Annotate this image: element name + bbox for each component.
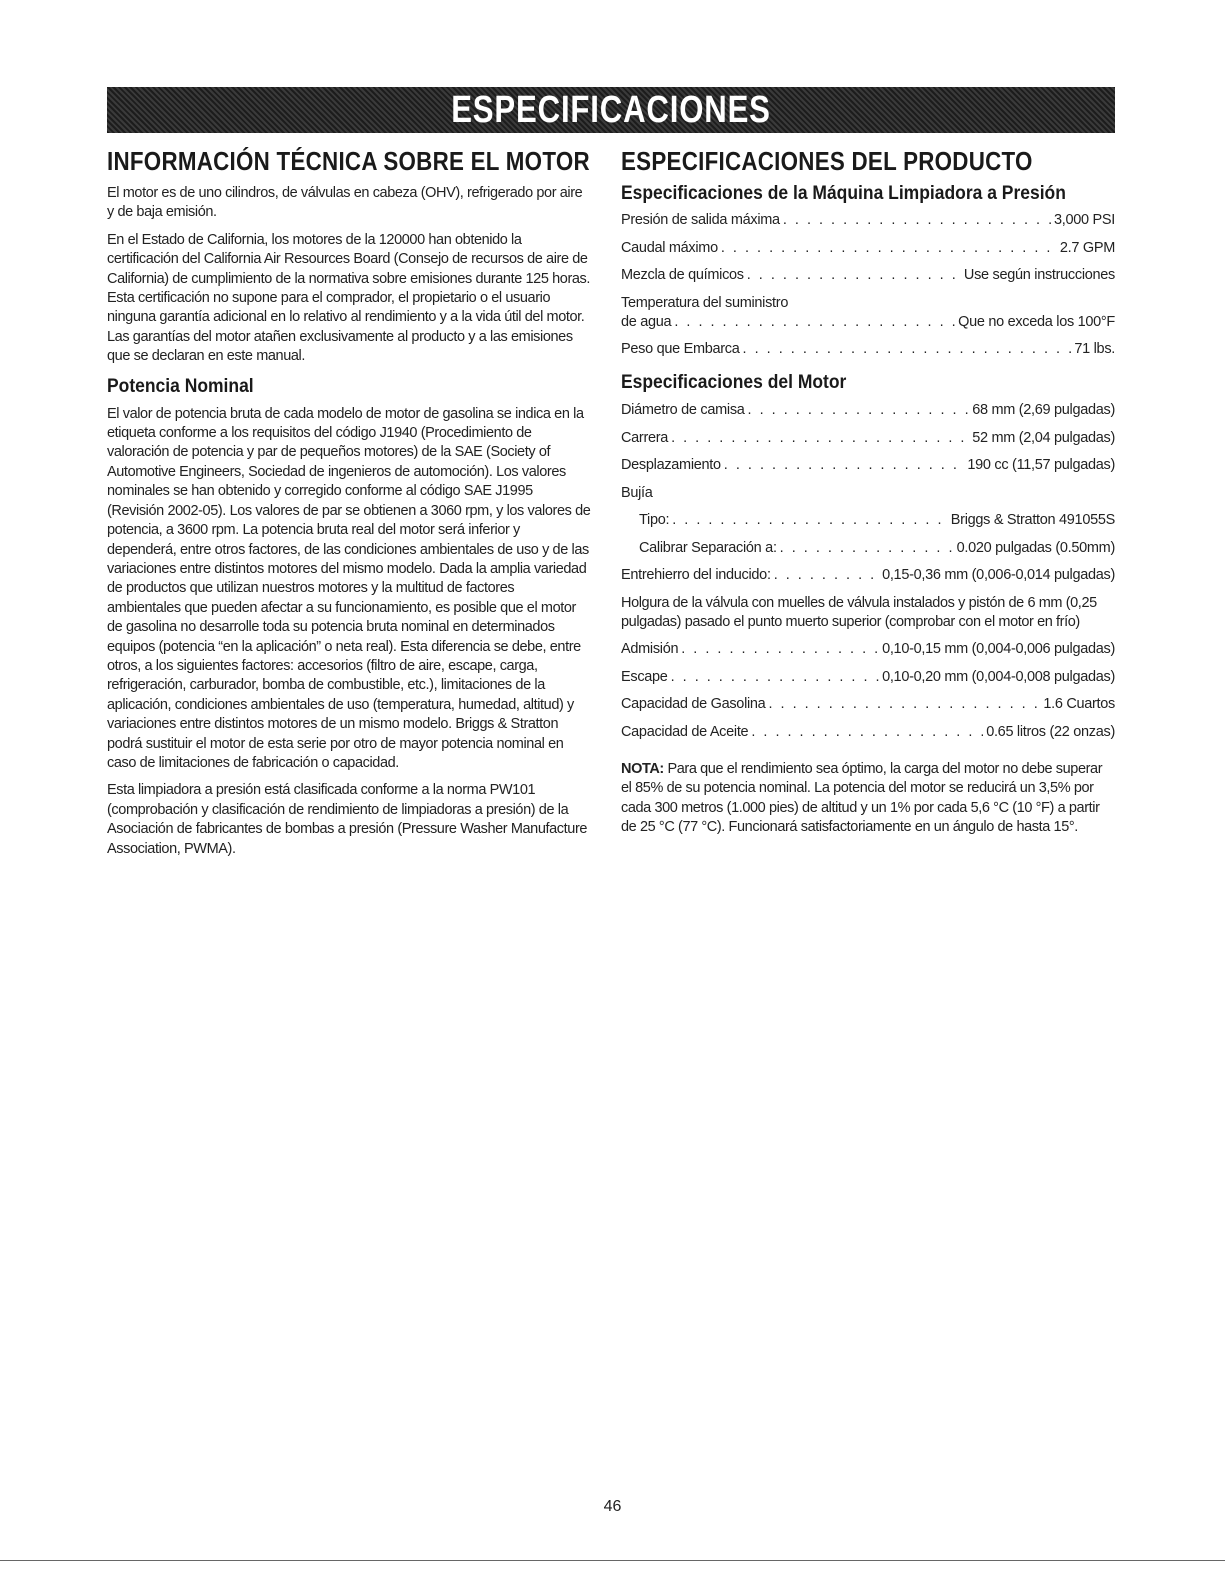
spec-fuel-capacity [621,695,1115,714]
spec-value: 0,10-0,15 mm (0,004-0,006 pulgadas) [882,641,1115,658]
dot-leader [780,539,954,558]
spec-spark-plug-label: Bujía [621,484,653,501]
spec-value: 1.6 Cuartos [1043,696,1115,713]
dot-leader [747,266,961,285]
page-number: 46 [603,1498,622,1515]
spec-label: Diámetro de camisa [621,402,745,418]
spec-label: Tipo: [639,512,670,528]
note-label: NOTA: [621,760,664,777]
dot-leader [768,695,1040,714]
spec-label: Capacidad de Gasolina [621,696,766,713]
spec-shipping-weight [621,340,1115,359]
dot-leader [748,401,970,420]
spec-max-pressure [621,211,1115,230]
bottom-rule [0,1560,1225,1561]
section-banner [107,87,1115,133]
spec-value: 0,10-0,20 mm (0,004-0,008 pulgadas) [882,668,1115,685]
motor-specs-heading: Especificaciones del Motor [621,372,847,393]
dot-leader [674,313,955,332]
spec-value: Que no exceda los 100°F [958,313,1115,330]
spec-label: Admisión [621,641,679,658]
spec-label: Capacidad de Aceite [621,723,749,740]
spec-value: Briggs & Stratton 491055S [950,512,1115,528]
product-specs-heading: ESPECIFICACIONES DEL PRODUCTO [621,146,1033,176]
dot-leader [751,723,983,742]
engine-description: El motor es de uno cilindros, de válvulas en cabeza (OHV), refrigerado por aire y de baja emisión. [107,185,583,221]
spec-chemical-mix [621,266,1115,285]
engine-info-heading: INFORMACIÓN TÉCNICA SOBRE EL MOTOR [107,146,590,176]
spec-label: Calibrar Separación a: [639,539,777,556]
dot-leader [724,456,965,475]
spec-spark-plug-type [621,511,1115,530]
spec-label: Peso que Embarca [621,341,740,357]
spec-water-temp-label-line1: Temperatura del suministro [621,294,789,311]
spec-stroke [621,429,1115,448]
dot-leader [743,340,1072,359]
machine-specs-heading: Especificaciones de la Máquina Limpiadora a Presión [621,183,1066,204]
spec-exhaust [621,668,1115,687]
rated-power-heading: Potencia Nominal [107,375,254,397]
dot-leader [671,429,969,448]
spec-label: Caudal máximo [621,239,718,256]
spec-label: Escape [621,668,668,685]
banner-title: ESPECIFICACIONES [451,89,771,131]
spec-value: Use según instrucciones [963,267,1115,283]
note-text: Para que el rendimiento sea óptimo, la carga del motor no debe superar el 85% de su potencia nominal. La potencia del motor se reducirá un 3,5% por cada 300 metros (1.000 pies) de altitud y un 1% por cada 5,6 °C (10 °F) a partir de 25 °C (77 °C). Funcionará satisfactoriamente en un ángulo de hasta 15°. [621,760,1103,836]
spec-label: Carrera [621,429,669,446]
spec-value: 3,000 PSI [1054,212,1115,228]
dot-leader [672,511,948,530]
dot-leader [671,668,879,687]
performance-note [621,760,1115,838]
right-column [621,146,1115,845]
spec-value: 0.65 litros (22 onzas) [986,723,1115,740]
spec-bore [621,401,1115,420]
dot-leader [721,239,1057,258]
california-certification-paragraph: En el Estado de California, los motores de la 120000 han obtenido la certificación del California Air Resources Board (Consejo de recursos de aire de California) de cumplimiento de la normativa sobre emisiones durante 125 horas. Esta certificación no supone para el comprador, el propietario o el usuario ninguna garantía adicional en lo relativo al rendimiento y a la vida útil del motor. Las garantías del motor atañen exclusivamente al producto y a las emisiones que se declaran en este manual. [107,231,591,365]
dot-leader [783,211,1051,230]
spec-value: 52 mm (2,04 pulgadas) [972,429,1115,446]
spec-oil-capacity [621,723,1115,742]
spec-displacement [621,456,1115,475]
spec-value: 68 mm (2,69 pulgadas) [972,402,1115,418]
spec-value: 0,15-0,36 mm (0,006-0,014 pulgadas) [882,567,1115,583]
spec-value: 71 lbs. [1074,341,1115,357]
dot-leader [774,566,879,585]
rated-power-paragraph: El valor de potencia bruta de cada modelo de motor de gasolina se indica en la etiqueta conforme a los requisitos del código J1940 (Procedimiento de valoración de potencia y par de pequeños motores) de la SAE (Society of Automotive Engineers, Sociedad de ingenieros de automoción). Los valores nominales se han obtenido y corregido conforme al código SAE J1995 (Revisión 2002-05). Los valores de par se obtienen a 3060 rpm, y los valores de potencia, a 3600 rpm. La potencia bruta real del motor será inferior y dependerá, entre otros factores, de las condiciones ambientales de uso y de las variaciones entre distintos motores del mismo modelo. Dada la amplia variedad de productos que utilizan nuestros motores y la multitud de factores ambientales que pueden afectar a su funcionamiento, es posible que el motor de gasolina no desarrolle toda su potencia bruta nominal en determinados equipos (potencia “en la aplicación” o neta real). Esta diferencia se debe, entre otros, a los siguientes factores: accesorios (filtro de aire, escape, carga, refrigeración, carburador, bomba de combustible, etc.), limitaciones de la aplicación, condiciones ambientales de uso (temperatura, humedad, altitud) y variaciones entre distintos motores de un mismo modelo. Briggs & Stratton podrá sustituir el motor de esta serie por otro de mayor potencia nominal en caso de limitaciones de fabricación o capacidad. [107,405,591,771]
dot-leader [681,640,879,659]
spec-intake [621,640,1115,659]
spec-spark-plug-gap [621,539,1115,558]
spec-water-temp [621,313,1115,332]
spec-label: Entrehierro del inducido: [621,567,771,583]
spec-value: 190 cc (11,57 pulgadas) [967,457,1115,473]
left-column [107,146,591,867]
spec-armature-gap [621,566,1115,585]
spec-value: 0.020 pulgadas (0.50mm) [956,539,1115,556]
valve-clearance-note: Holgura de la válvula con muelles de válvula instalados y pistón de 6 mm (0,25 pulgadas) pasado el punto muerto superior (comprobar con el motor en frío) [621,594,1097,630]
pwma-rating-paragraph: Esta limpiadora a presión está clasificada conforme a la norma PW101 (comprobación y clasificación de rendimiento de limpiadoras a presión) de la Asociación de fabricantes de bombas a presión (Pressure Washer Manufacture Association, PWMA). [107,782,588,857]
spec-max-flow [621,239,1115,258]
spec-value: 2.7 GPM [1059,239,1115,256]
spec-label: Presión de salida máxima [621,212,780,228]
spec-label: Mezcla de químicos [621,267,744,283]
spec-label: Desplazamiento [621,457,721,473]
spec-label: de agua [621,313,672,330]
